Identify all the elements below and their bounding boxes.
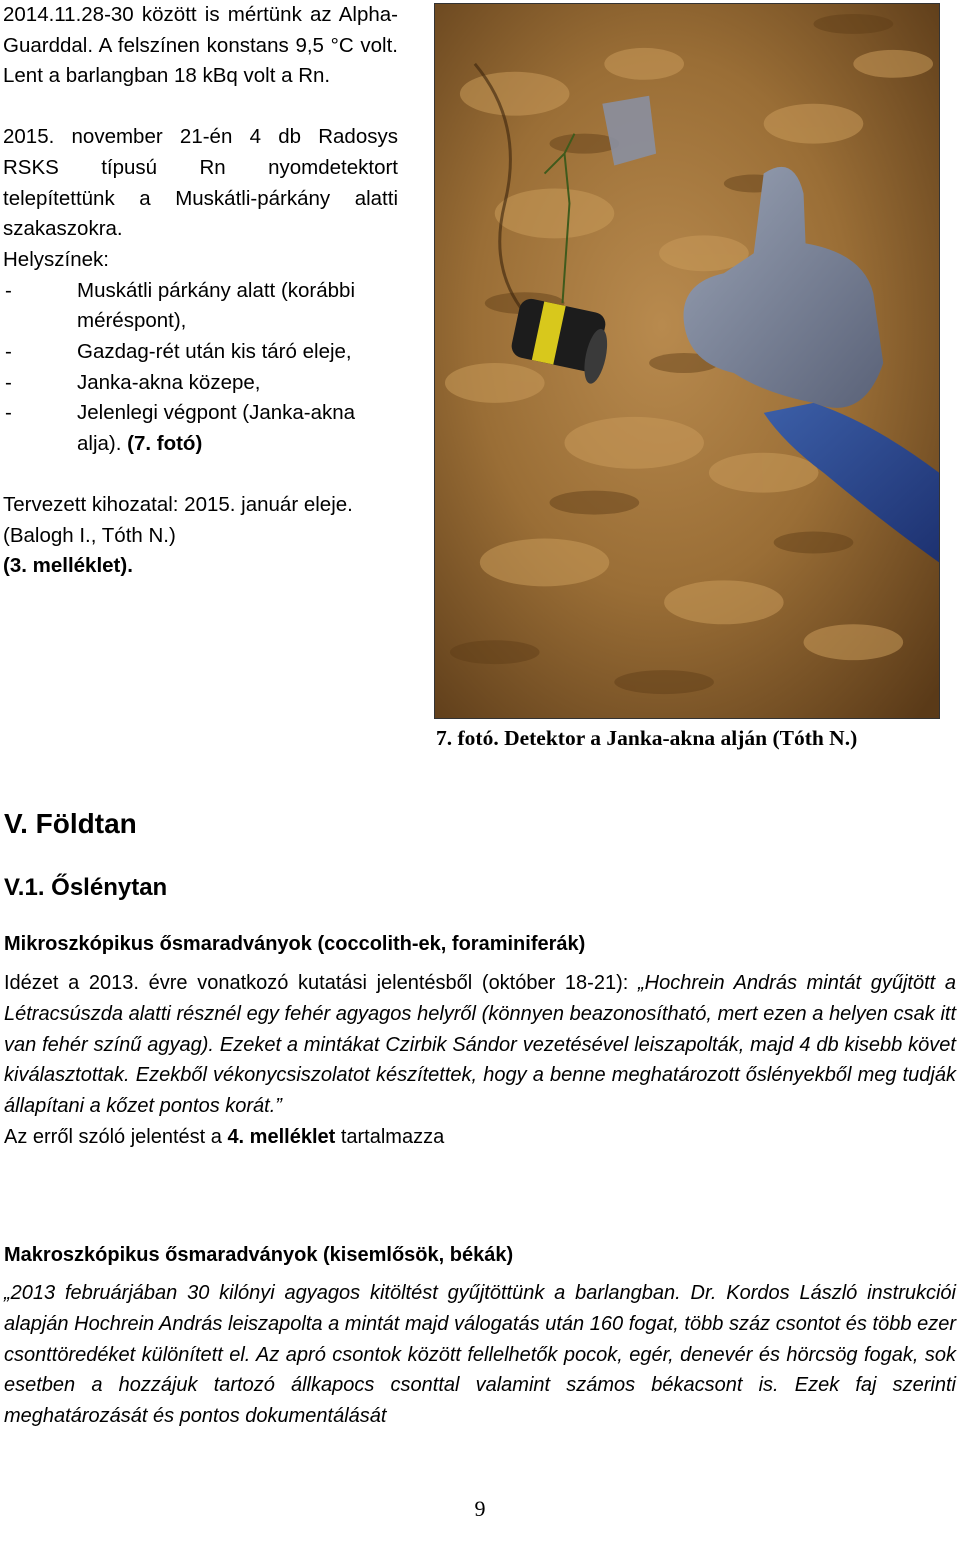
- section-title: V. Földtan: [4, 808, 137, 839]
- location-text: Jelenlegi végpont (Janka-akna alja).: [77, 401, 356, 456]
- location-text: Muskátli párkány alatt (korábbi méréspont),: [77, 278, 356, 333]
- macro-fossils-body: [4, 1278, 956, 1432]
- list-item: [3, 368, 398, 399]
- micro-fossils-body: [4, 968, 956, 1153]
- planned-retrieval: Tervezett kihozatal: 2015. január eleje. (Balogh I., Tóth N.): [3, 492, 353, 547]
- list-dash: -: [5, 278, 12, 302]
- appendix-4-reference: 4. melléklet: [227, 1125, 336, 1148]
- subsection-title: V.1. Őslénytan: [4, 874, 168, 901]
- macro-fossils-heading: Makroszkópikus ősmaradványok (kisemlősök, békák): [4, 1244, 514, 1266]
- appendix-reference: (3. melléklet).: [3, 554, 133, 578]
- list-item: [3, 398, 398, 459]
- photo-reference: (7. fotó): [127, 432, 203, 456]
- location-text: Gazdag-rét után kis táró eleje,: [77, 340, 352, 364]
- photo-illustration: [435, 4, 939, 718]
- quote-intro: Idézet a 2013. évre vonatkozó kutatási jelentésből (október 18-21):: [4, 972, 638, 994]
- report-reference-pre: Az erről szóló jelentést a: [4, 1125, 228, 1148]
- location-text: Janka-akna közepe,: [77, 370, 261, 394]
- locations-list: [3, 276, 398, 460]
- macro-quote: „2013 februárjában 30 kilónyi agyagos kitöltést gyűjtöttünk a barlangban. Dr. Kordos László instrukciói alapján Hochrein András leiszapolta a mintát majd válogatás után 160 fogat, több száz csontot és több ezer csonttöredéket különített el. Az apró csontok között fellelhetők pocok, egér, denevér és hörcsög fogak, sok esetben a hozzájuk tartozó állkapocs csonttal valamint számos békacsont is. Ezek faj szerinti meghatározását és pontos dokumentálását: [4, 1282, 956, 1428]
- micro-fossils-heading: Mikroszkópikus ősmaradványok (coccolith-ek, foraminiferák): [4, 933, 586, 955]
- page-number: 9: [474, 1496, 486, 1521]
- list-dash: -: [5, 340, 12, 364]
- list-item: [3, 276, 398, 337]
- photo-caption: 7. fotó. Detektor a Janka-akna alján (Tóth N.): [436, 726, 858, 750]
- report-reference-post: tartalmazza: [335, 1125, 445, 1148]
- left-column: [3, 0, 398, 582]
- list-dash: -: [5, 401, 12, 425]
- report-quote: „Hochrein András mintát gyűjtött a Létracsúszda alatti résznél egy fehér agyagos helyről (könnyen beazonosítható, mert ezen a helyen csak itt van fehér színű agyag). Ezeket a mintákat Czirbik Sándor vezetésével leiszapolták, majd 4 db kisebb követ kiválasztottak. Ezekből vékonycsiszolatot készítettek, hogy a benne meghatározott őslényekből meg tudják állapítani a kőzet pontos korát.”: [4, 972, 957, 1118]
- list-dash: -: [5, 370, 12, 394]
- list-item: [3, 337, 398, 368]
- cave-detector-photo: [434, 3, 940, 719]
- detector-install-paragraph: 2015. november 21-én 4 db Radosys RSKS típusú Rn nyomdetektort telepítettünk a Muskátli-párkány alatti szakaszokra.: [3, 125, 398, 241]
- locations-heading: Helyszínek:: [3, 247, 109, 271]
- alpha-guard-paragraph: 2014.11.28-30 között is mértünk az Alpha-Guarddal. A felszínen konstans 9,5 °C volt. Lent a barlangban 18 kBq volt a Rn.: [3, 3, 398, 88]
